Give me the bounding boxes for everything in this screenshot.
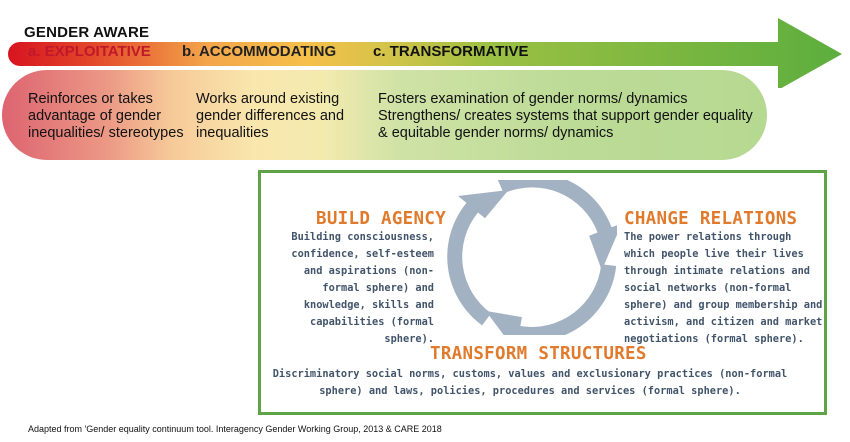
diagram-title: GENDER AWARE — [24, 24, 150, 41]
stage-accommodating-label: b. ACCOMMODATING — [182, 43, 337, 60]
transform-structures-text: Discriminatory social norms, customs, values and exclusionary practices (non-formal sphere) and laws, policies, procedures and services (formal sphere). — [272, 368, 788, 397]
circular-arrows-icon — [447, 180, 617, 335]
stage-transformative-description: Fosters examination of gender norms/ dynamics Strengthens/ creates systems that support gender equality & equitable gender norms/ dynamics — [378, 91, 753, 141]
source-footnote: Adapted from 'Gender equality continuum tool. Interagency Gender Working Group, 2013 & CARE 2018 — [28, 424, 442, 434]
stage-transformative-label: c. TRANSFORMATIVE — [373, 43, 529, 60]
stage-exploitative-description: Reinforces or takes advantage of gender inequalities/ stereotypes — [28, 91, 184, 141]
stage-accommodating-description: Works around existing gender differences and inequalities — [196, 91, 345, 141]
transform-structures-heading: TRANSFORM STRUCTURES — [430, 344, 647, 364]
change-relations-text: The power relations through which people live their lives through intimate relations and social networks (non-formal sphere) and group membership and activism, and citizen and market negotiations (formal sphere). — [624, 231, 823, 345]
build-agency-heading: BUILD AGENCY — [316, 209, 447, 229]
stage-exploitative-label: a. EXPLOITATIVE — [28, 43, 151, 60]
build-agency-text: Building consciousness, confidence, self-esteem and aspirations (non-formal sphere) and knowledge, skills and capabilities (formal sphere). — [291, 231, 434, 345]
change-relations-heading: CHANGE RELATIONS — [624, 209, 798, 229]
